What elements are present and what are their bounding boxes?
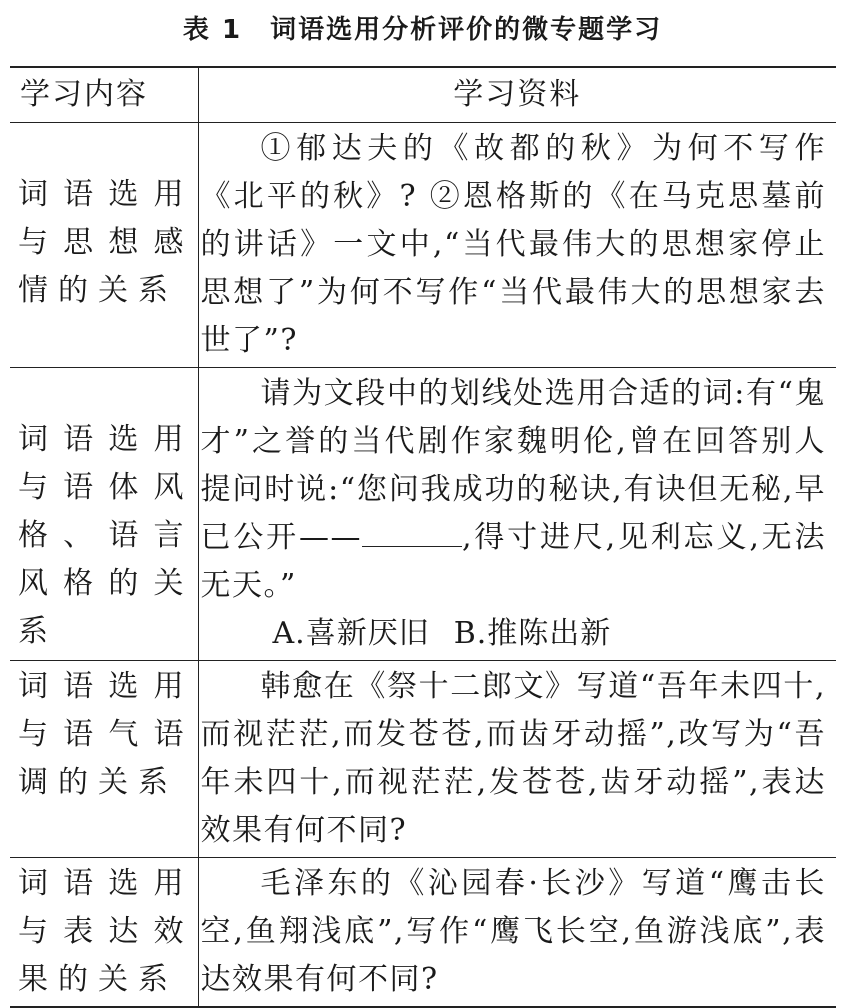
material-text	[201, 370, 827, 610]
row-material	[198, 858, 836, 1008]
table-row	[10, 661, 836, 858]
table-row	[10, 858, 836, 1008]
row-topic: 词语选用与表达效果的关系	[10, 858, 198, 1008]
table-row	[10, 123, 836, 368]
option-a: A.喜新厌旧	[272, 616, 430, 651]
row-topic: 词语选用与语气语调的关系	[10, 661, 198, 858]
material-text-before-blank: 请为文段中的划线处选用合适的词:有“鬼才”之誉的当代剧作家魏明伦,曾在回答别人提问时说:“您问我成功的秘诀,有诀但无秘,早已公开——	[200, 376, 826, 555]
row-topic: 词语选用与语体风格、语言风格的关系	[10, 368, 198, 661]
material-text: ①郁达夫的《故都的秋》为何不写作《北平的秋》? ②恩格斯的《在马克思墓前的讲话》一文中,“当代最伟大的思想家停止思想了”为何不写作“当代最伟大的思想家去世了”?	[200, 131, 826, 358]
table-header-row	[10, 67, 836, 123]
row-material	[198, 661, 836, 858]
row-material	[198, 368, 836, 661]
answer-options	[201, 610, 827, 658]
row-topic: 词语选用与思想感情的关系	[10, 123, 198, 368]
table-title: 词语选用分析评价的微专题学习	[270, 15, 663, 45]
table-caption	[0, 10, 845, 50]
table-number: 表 1	[182, 15, 243, 45]
table-row	[10, 368, 836, 661]
material-text: 毛泽东的《沁园春·长沙》写道“鹰击长空,鱼翔浅底”,写作“鹰飞长空,鱼游浅底”,表达效果有何不同?	[200, 866, 826, 997]
row-material	[198, 123, 836, 368]
header-study-material: 学习资料	[198, 67, 836, 123]
fill-in-blank	[362, 516, 462, 547]
material-text-after-blank: ,得寸进尺,见利忘义,无法无天。”	[200, 520, 827, 603]
study-table	[10, 66, 836, 1008]
material-text: 韩愈在《祭十二郎文》写道“吾年未四十,而视茫茫,而发苍苍,而齿牙动摇”,改写为“吾年未四十,而视茫茫,发苍苍,齿牙动摇”,表达效果有何不同?	[200, 669, 826, 848]
option-b: B.推陈出新	[453, 616, 612, 651]
header-study-content: 学习内容	[10, 67, 198, 123]
